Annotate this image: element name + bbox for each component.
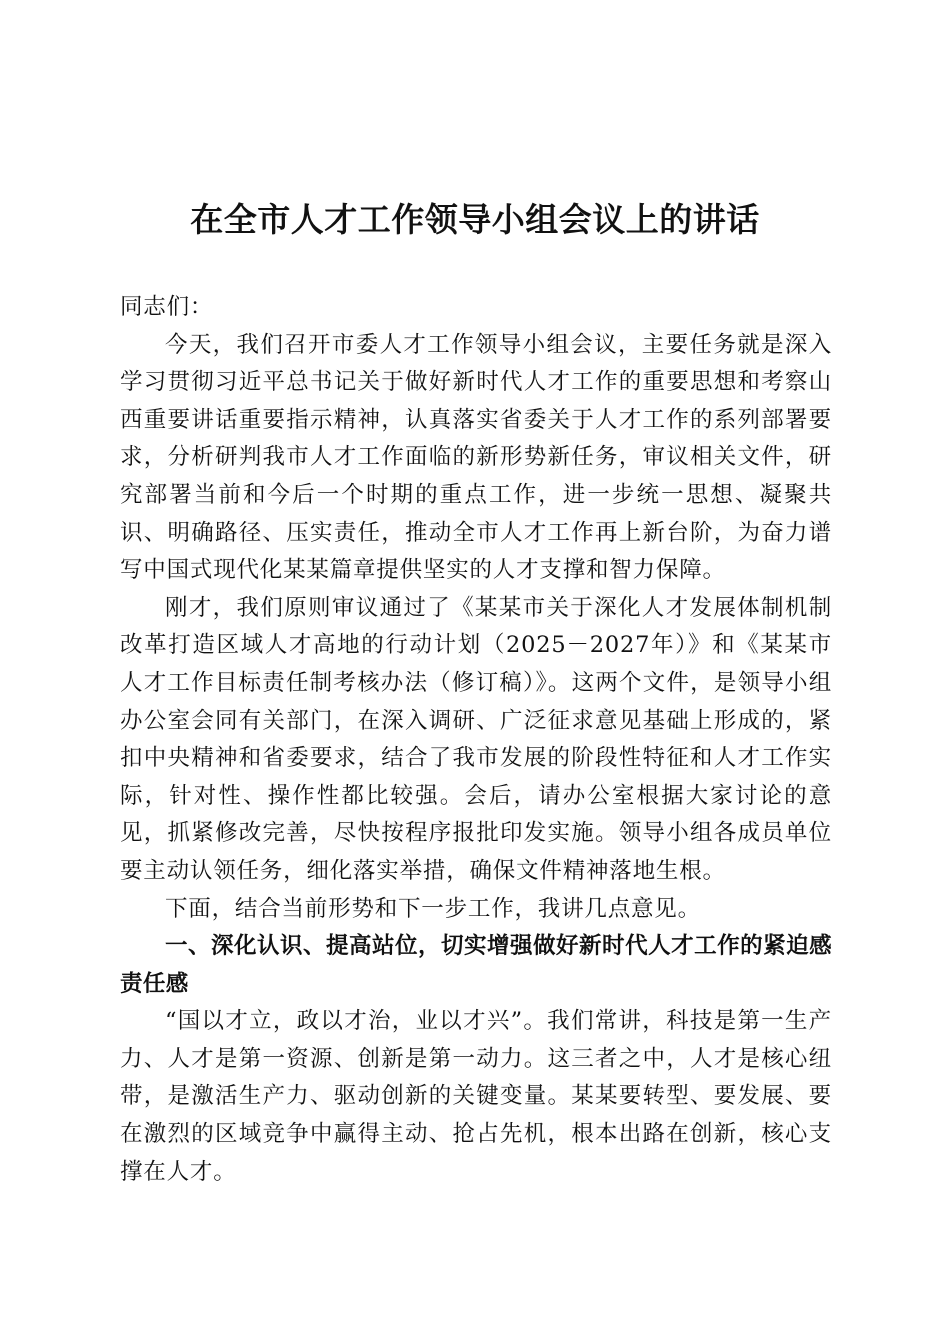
document-body [120, 289, 832, 1191]
salutation: 同志们： [120, 294, 214, 320]
document-title: 在全市人才工作领导小组会议上的讲话 [190, 200, 760, 239]
paragraph-1: 今天，我们召开市委人才工作领导小组会议，主要任务就是深入学习贯彻习近平总书记关于做好新时代人才工作的重要思想和考察山西重要讲话重要指示精神，认真落实省委关于人才工作的系列部署要求，分析研判我市人才工作面临的新形势新任务，审议相关文件，研究部署当前和今后一个时期的重点工作，进一步统一思想、凝聚共识、明确路径、压实责任，推动全市人才工作再上新台阶，为奋力谱写中国式现代化某某篇章提供坚实的人才支撑和智力保障。 [120, 331, 832, 584]
section-heading-1: 一、深化认识、提高站位，切实增强做好新时代人才工作的紧迫感责任感 [120, 933, 832, 997]
paragraph-2: 刚才，我们原则审议通过了《某某市关于深化人才发展体制机制改革打造区域人才高地的行动计划（2025－2027年）》和《某某市人才工作目标责任制考核办法（修订稿）》。这两个文件，是领导小组办公室会同有关部门，在深入调研、广泛征求意见基础上形成的，紧扣中央精神和省委要求，结合了我市发展的阶段性特征和人才工作实际，针对性、操作性都比较强。会后，请办公室根据大家讨论的意见，抓紧修改完善，尽快按程序报批印发实施。领导小组各成员单位要主动认领任务，细化落实举措，确保文件精神落地生根。 [120, 594, 832, 884]
paragraph-3: 下面，结合当前形势和下一步工作，我讲几点意见。 [165, 895, 701, 922]
paragraph-4: “国以才立，政以才治，业以才兴”。我们常讲，科技是第一生产力、人才是第一资源、创新是第一动力。这三者之中，人才是核心纽带，是激活生产力、驱动创新的关键变量。某某要转型、要发展、要在激烈的区域竞争中赢得主动、抢占先机，根本出路在创新，核心支撑在人才。 [120, 1008, 832, 1185]
